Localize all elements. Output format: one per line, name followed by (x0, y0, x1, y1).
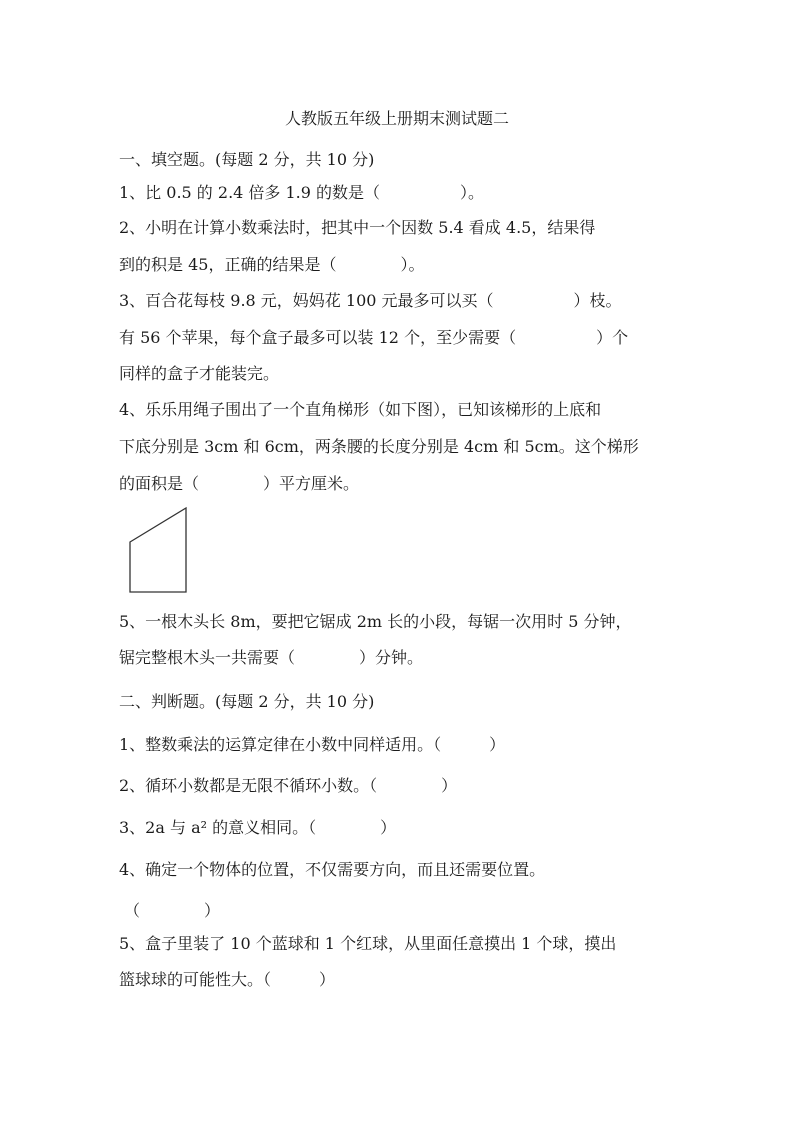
question-line: 2、循环小数都是无限不循环小数。（ ） (119, 776, 458, 795)
question-line: 下底分别是 3cm 和 6cm，两条腰的长度分别是 4cm 和 5cm。这个梯形 (119, 437, 639, 456)
section2-header: 二、判断题。(每题 2 分，共 10 分) (119, 692, 375, 711)
question-line: 1、比 0.5 的 2.4 倍多 1.9 的数是（ ）。 (119, 183, 485, 202)
question-line: 锯完整根木头一共需要（ ）分钟。 (119, 648, 424, 667)
question-line: 3、2a 与 a² 的意义相同。（ ） (119, 818, 397, 837)
question-line: 2、小明在计算小数乘法时，把其中一个因数 5.4 看成 4.5，结果得 (119, 218, 596, 237)
section1-header: 一、填空题。(每题 2 分，共 10 分) (119, 150, 375, 169)
question-line: 1、整数乘法的运算定律在小数中同样适用。（ ） (119, 735, 506, 754)
question-line: 4、乐乐用绳子围出了一个直角梯形（如下图），已知该梯形的上底和 (119, 400, 602, 419)
question-line: 5、一根木头长 8m，要把它锯成 2m 长的小段，每锯一次用时 5 分钟， (119, 612, 632, 631)
question-line: 的面积是（ ）平方厘米。 (119, 474, 360, 493)
question-line: 有 56 个苹果，每个盒子最多可以装 12 个，至少需要（ ）个 (119, 328, 629, 347)
question-line: 5、盒子里装了 10 个蓝球和 1 个红球，从里面任意摸出 1 个球，摸出 (119, 934, 617, 953)
question-line: 篮球球的可能性大。（ ） (119, 970, 336, 989)
question-line: 到的积是 45，正确的结果是（ ）。 (119, 255, 425, 274)
question-line: 4、确定一个物体的位置，不仅需要方向，而且还需要位置。 (119, 860, 546, 879)
right-trapezoid-figure (128, 506, 190, 594)
page-title: 人教版五年级上册期末测试题二 (284, 109, 509, 128)
answer-bracket: （ ） (124, 901, 221, 920)
question-line: 同样的盒子才能装完。 (119, 364, 280, 383)
question-line: 3、百合花每枝 9.8 元，妈妈花 100 元最多可以买（ ）枝。 (119, 291, 622, 310)
